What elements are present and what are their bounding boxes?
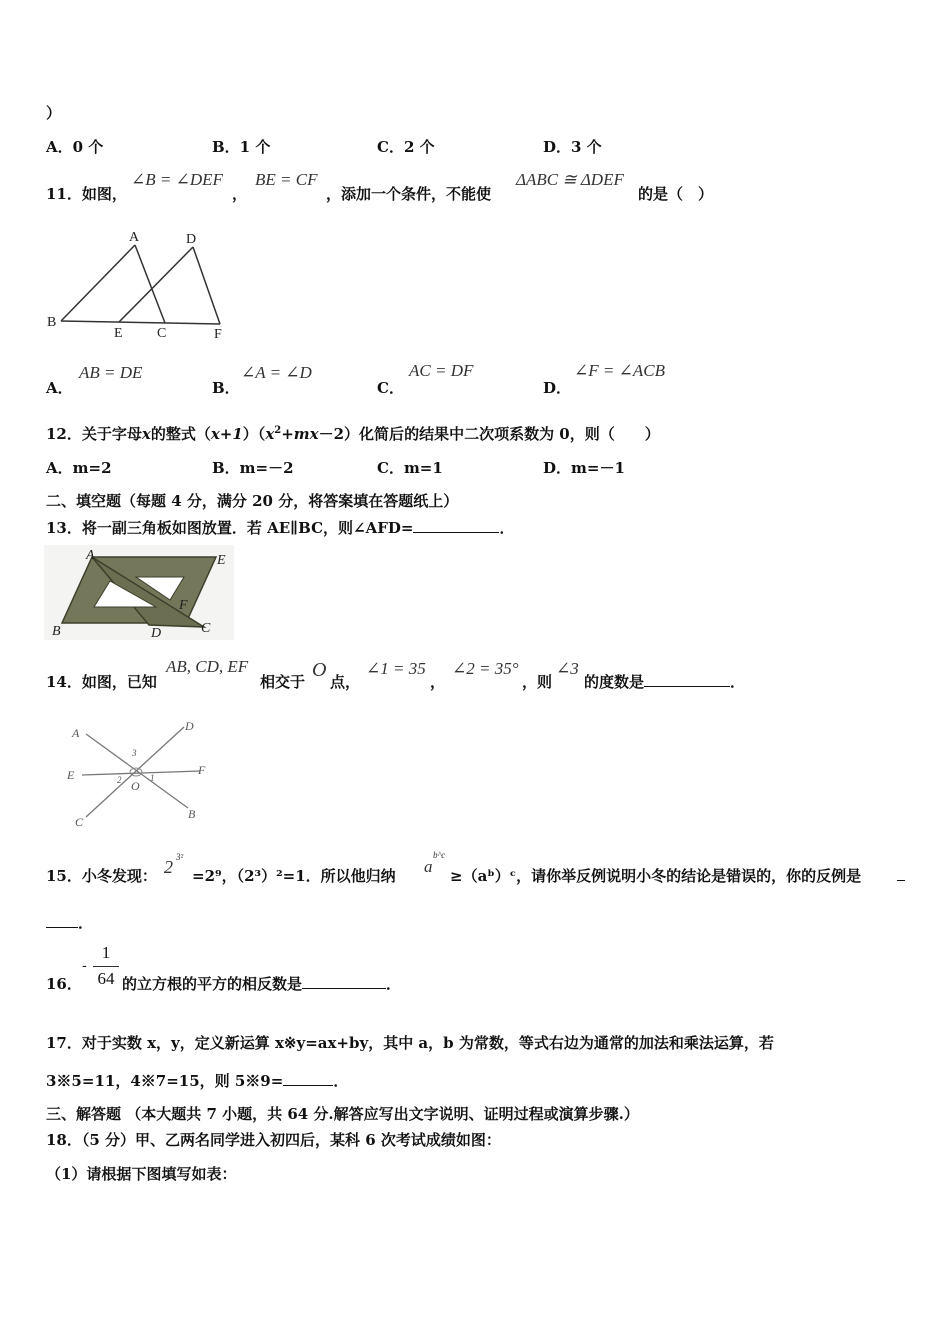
q14-math-1: AB, CD, EF (166, 657, 249, 676)
q16-denominator: 64 (97, 969, 115, 988)
segment-df (193, 247, 220, 324)
q14-math-4: ∠2 = 35° (452, 659, 519, 678)
q13-answer-blank (413, 518, 499, 533)
label-e: E (114, 326, 123, 341)
q14-math-3: ∠1 = 35 (366, 659, 426, 678)
q11-option-c-letter: C． (377, 379, 404, 397)
q10-option-c: C．2 个 (377, 138, 435, 156)
label-d: D (185, 719, 194, 733)
q13-end: ． (499, 519, 515, 537)
q10-option-b: B．1 个 (212, 138, 271, 156)
label-a: A (86, 548, 95, 563)
q11-option-a-math: AB = DE (79, 363, 143, 382)
q11-sep: ， (232, 185, 248, 203)
section-2-heading: 二、填空题（每题 4 分，满分 20 分，将答案填在答题纸上） (46, 492, 459, 510)
q15-exp: 3² (176, 852, 184, 862)
label-b: B (47, 315, 57, 330)
q17-line-2: 3※5=11，4※7=15，则 5※9= (46, 1072, 284, 1090)
q15-part-2: =2⁹，（2³）²=1．所以他归纳 (192, 867, 396, 885)
q12-mx: +mx (281, 425, 319, 443)
label-f: F (214, 327, 222, 342)
label-d: D (186, 232, 197, 247)
q18-sub-1: （1）请根据下图填写如表： (46, 1165, 237, 1183)
segment-ac (135, 245, 165, 323)
label-o: O (131, 779, 140, 793)
q16-answer-blank (302, 974, 386, 989)
q14-end: ． (730, 673, 746, 691)
q12-part-4: －2）化简后的结果中二次项系数为 0，则（ ） (318, 425, 660, 443)
q12-stem (46, 423, 660, 444)
label-c: C (157, 326, 167, 341)
q17-line-2-wrap (46, 1070, 348, 1091)
label-angle-1: 1 (150, 773, 155, 783)
q15-part-3: ≥（aᵇ）ᶜ，请你举反例说明小冬的结论是错误的，你的反例是 (450, 867, 862, 885)
label-angle-2: 2 (117, 775, 122, 785)
q15-end: ． (78, 914, 94, 932)
q14-part-4: ， (430, 673, 446, 691)
q11-number: 11．如图， (46, 185, 127, 203)
q14-math-2: O (312, 659, 327, 681)
q12-part-2: 的整式（ (150, 425, 211, 443)
q14-math-5: ∠3 (556, 659, 579, 678)
q13-text: 13．将一副三角板如图放置．若 AE∥BC，则∠AFD= (46, 519, 414, 537)
q12-var-x: x (141, 425, 151, 443)
q11-option-b-letter: B． (212, 379, 240, 397)
q13-stem (46, 517, 514, 538)
q14-part-1: 14．如图，已知 (46, 673, 157, 691)
q12-option-a: A．m=2 (46, 459, 112, 477)
q16-fraction-bar (93, 966, 119, 967)
q15-base: 2 (164, 857, 173, 877)
q11-option-d-math: ∠F = ∠ACB (574, 361, 665, 380)
q12-option-c: C．m=1 (377, 459, 443, 477)
q14-intersecting-lines-figure (60, 712, 220, 832)
q16-numerator: 1 (101, 943, 111, 962)
q12-xp1: x+1 (210, 425, 243, 443)
q15-answer-blank (46, 913, 78, 928)
q15-math-exp: b^c (433, 850, 446, 860)
q10-option-a: A．0 个 (46, 138, 104, 156)
q17-end: ． (333, 1072, 349, 1090)
label-a: A (129, 230, 140, 245)
label-e: E (67, 768, 75, 782)
q12-part-3: ）（ (242, 425, 266, 443)
q18-stem: 18．（5 分）甲、乙两名同学进入初四后，某科 6 次考试成绩如图： (46, 1131, 501, 1149)
q12-sup: 2 (274, 425, 282, 436)
q11-text-2: ，添加一个条件，不能使 (326, 185, 492, 203)
q17-answer-blank (283, 1071, 333, 1086)
segment-bf (61, 321, 220, 324)
q11-math-3: ΔABC ≅ ΔDEF (516, 170, 624, 189)
q14-part-6: 的度数是 (584, 673, 645, 691)
q12-option-d: D．m=－1 (543, 459, 625, 477)
q16-text: 的立方根的平方的相反数是 (122, 975, 303, 993)
section-3-heading: 三、解答题 （本大题共 7 小题，共 64 分.解答应写出文字说明、证明过程或演算步骤.） (46, 1105, 639, 1123)
label-c: C (201, 621, 211, 636)
q12-x2: x (265, 425, 275, 443)
q15-blank-start (897, 880, 905, 881)
q16-number: 16． (46, 975, 82, 993)
q15-line-2 (46, 912, 93, 933)
q14-stem-end (584, 671, 745, 692)
q11-math-1: ∠B = ∠DEF (131, 170, 223, 189)
label-b: B (52, 624, 61, 639)
q11-option-a-letter: A． (46, 379, 73, 397)
q15-math-a: a (424, 857, 433, 876)
q11-text-3: 的是（ ） (638, 185, 714, 203)
q15-part-1: 15．小冬发现： (46, 867, 157, 885)
q13-set-square-figure (44, 545, 234, 640)
label-e: E (217, 553, 226, 568)
q12-option-b: B．m=－2 (212, 459, 294, 477)
q10-option-d: D．3 个 (543, 138, 602, 156)
label-b: B (188, 807, 196, 821)
segment-ed (119, 247, 193, 322)
q11-triangle-figure (44, 226, 244, 344)
label-f: F (179, 598, 188, 613)
q16-stem (122, 973, 401, 994)
label-angle-3: 3 (132, 748, 137, 758)
q16-end: ． (386, 975, 402, 993)
q10-tail: ） (46, 104, 62, 122)
q14-part-2: 相交于 (260, 673, 306, 691)
q11-option-c-math: AC = DF (409, 361, 474, 380)
label-f: F (198, 763, 206, 777)
q11-option-b-math: ∠A = ∠D (241, 363, 312, 382)
label-a: A (72, 726, 80, 740)
q17-line-1: 17．对于实数 x，y，定义新运算 x※y=ax+by，其中 a，b 为常数，等式右边为通常的加法和乘法运算，若 (46, 1034, 774, 1052)
q12-part-1: 12．关于字母 (46, 425, 142, 443)
q14-part-3: 点， (330, 673, 361, 691)
q11-option-d-letter: D． (543, 379, 572, 397)
label-d: D (151, 626, 162, 640)
q16-neg: - (82, 958, 87, 974)
q14-part-5: ，则 (522, 673, 553, 691)
label-c: C (75, 815, 84, 829)
q11-math-2: BE = CF (255, 170, 318, 189)
q14-answer-blank (644, 672, 730, 687)
segment-ba (61, 245, 135, 321)
